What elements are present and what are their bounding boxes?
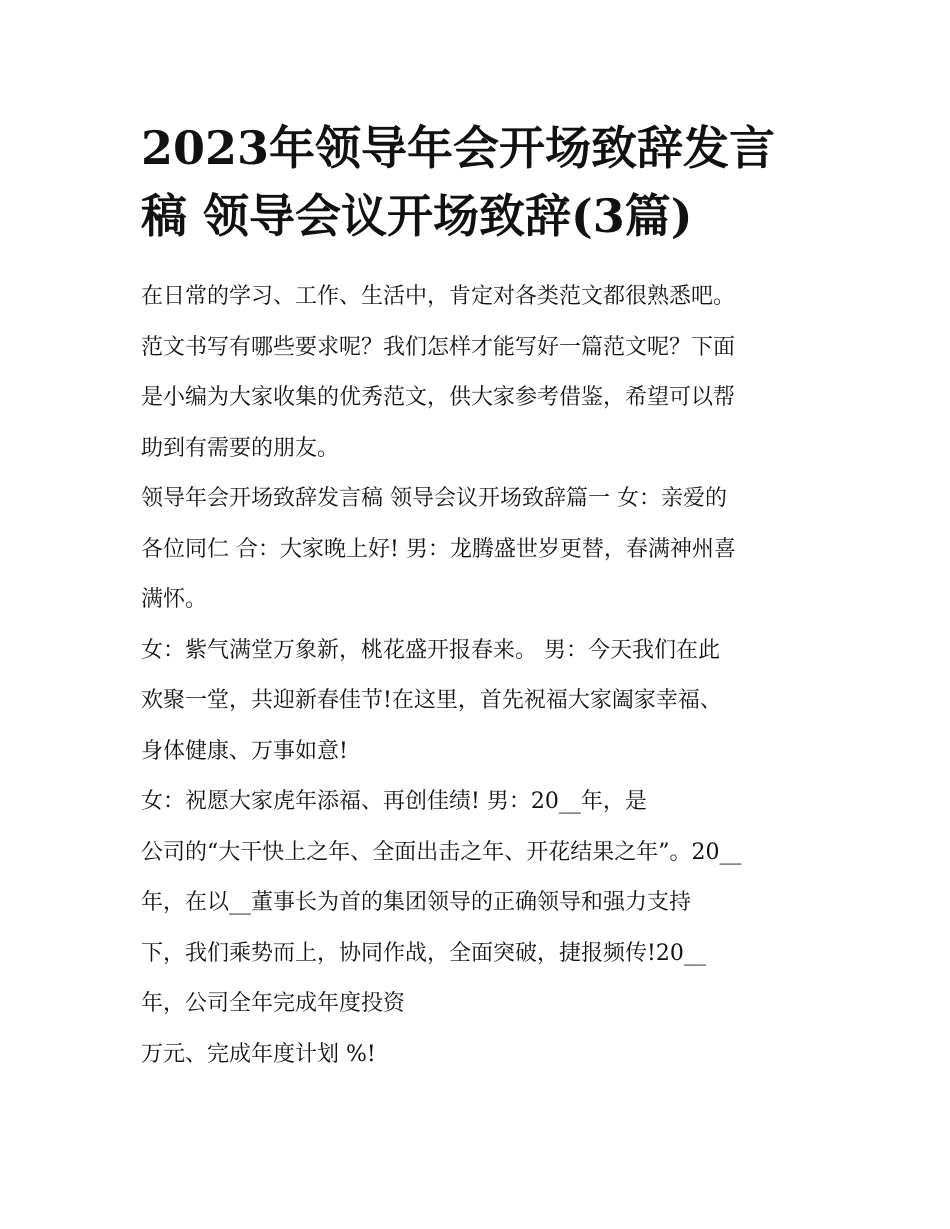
body-line-15: 年，公司全年完成年度投资 xyxy=(141,991,406,1016)
body-line-3: 是小编为大家收集的优秀范文，供大家参考借鉴，希望可以帮 xyxy=(141,385,736,410)
document-page xyxy=(141,114,821,1080)
document-title xyxy=(141,114,821,250)
body-line-1: 在日常的学习、工作、生活中，肯定对各类范文都很熟悉吧。 xyxy=(141,284,736,309)
body-line-13: 年，在以__董事长为首的集团领导的正确领导和强力支持 xyxy=(141,890,692,915)
body-line-4: 助到有需要的朋友。 xyxy=(141,435,340,461)
body-line-6: 各位同仁 合：大家晚上好! 男：龙腾盛世岁更替，春满神州喜 xyxy=(141,536,736,562)
title-line-1: 2023年领导年会开场致辞发言 xyxy=(141,121,776,175)
body-line-12: 公司的“大干快上之年、全面出击之年、开花结果之年”。20__ xyxy=(141,839,742,865)
body-line-14: 下，我们乘势而上，协同作战，全面突破，捷报频传!20__ xyxy=(141,940,706,966)
body-line-8: 女：紫气满堂万象新，桃花盛开报春来。 男：今天我们在此 xyxy=(141,637,720,663)
body-line-2: 范文书写有哪些要求呢？我们怎样才能写好一篇范文呢？下面 xyxy=(141,334,736,360)
body-line-5: 领导年会开场致辞发言稿 领导会议开场致辞篇一 女：亲爱的 xyxy=(141,486,727,511)
document-body xyxy=(141,272,821,1080)
body-line-9: 欢聚一堂，共迎新春佳节!在这里，首先祝福大家阖家幸福、 xyxy=(141,688,722,713)
title-line-2: 稿 领导会议开场致辞(3篇) xyxy=(141,189,693,243)
body-line-7: 满怀。 xyxy=(141,587,208,612)
body-line-11: 女：祝愿大家虎年添福、再创佳绩! 男：20__年，是 xyxy=(141,789,647,814)
body-line-16: 万元、完成年度计划 %! xyxy=(141,1041,376,1067)
body-line-10: 身体健康、万事如意! xyxy=(141,738,348,764)
